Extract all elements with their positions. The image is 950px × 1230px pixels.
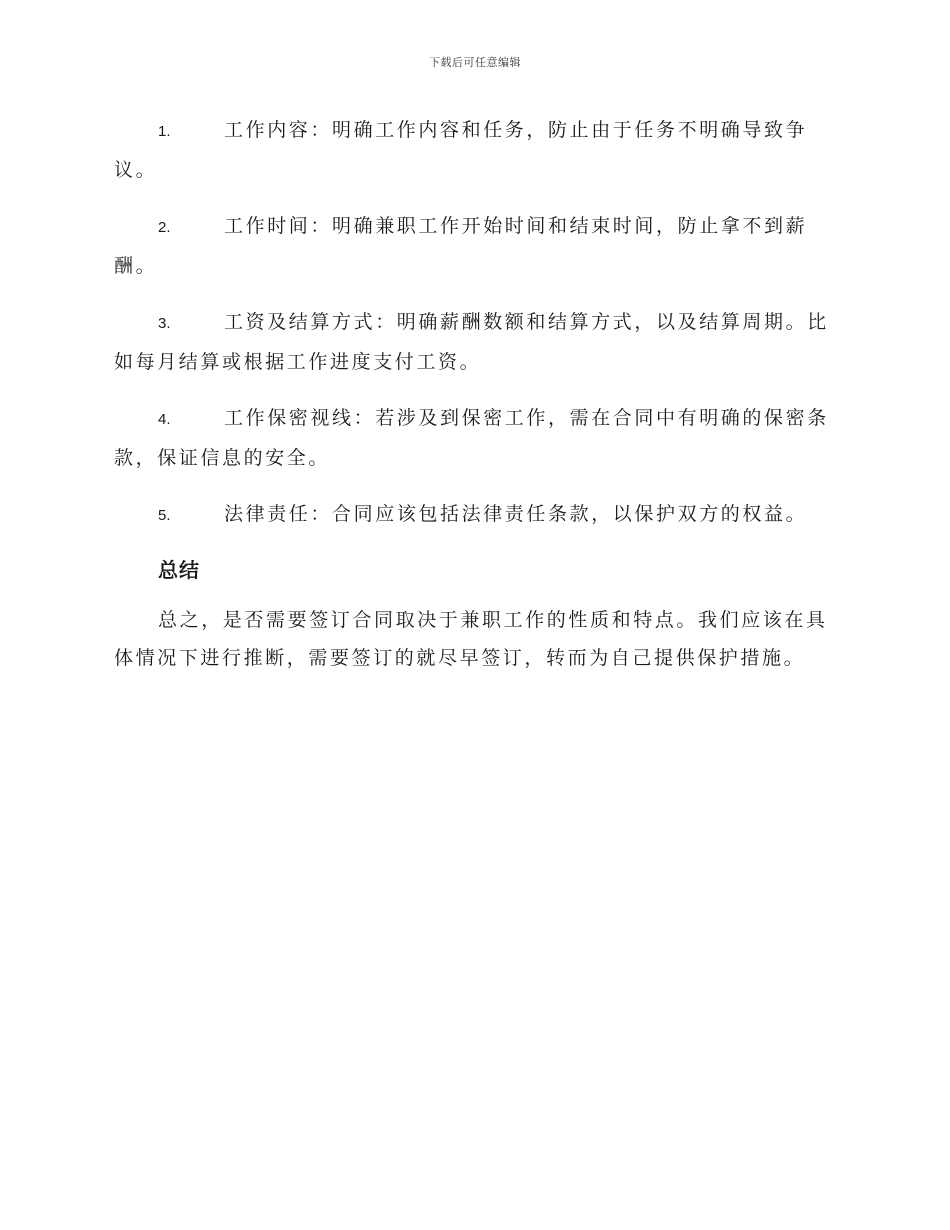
page-header: 下载后可任意编辑 [429, 56, 521, 69]
list-item-text: 工作保密视线：若涉及到保密工作，需在合同中有明确的保密条款，保证信息的安全。 [114, 407, 829, 469]
list-item-text: 工作时间：明确兼职工作开始时间和结束时间，防止拿不到薪酬。 [114, 215, 808, 277]
list-item [114, 303, 834, 381]
summary-paragraph: 总之，是否需要签订合同取决于兼职工作的性质和特点。我们应该在具体情况下进行推断，需要签订的就尽早签订，转而为自己提供保护措施。 [114, 609, 828, 669]
list-item-number: 1. [158, 123, 171, 140]
list-item-text: 法律责任：合同应该包括法律责任条款，以保护双方的权益。 [224, 503, 808, 525]
document-content [114, 111, 834, 677]
summary-heading: 总结 [158, 558, 200, 582]
list-item-number: 3. [158, 315, 171, 332]
list-item [114, 207, 834, 285]
list-item-number: 4. [158, 411, 171, 428]
list-item [114, 111, 834, 189]
list-item-text: 工作内容：明确工作内容和任务，防止由于任务不明确导致争议。 [114, 119, 808, 181]
list-item-number: 2. [158, 219, 171, 236]
list-item-text: 工资及结算方式：明确薪酬数额和结算方式，以及结算周期。比如每月结算或根据工作进度支付工资。 [114, 311, 829, 373]
list-item-number: 5. [158, 507, 171, 524]
list-item [114, 399, 834, 477]
list-item [114, 495, 834, 535]
